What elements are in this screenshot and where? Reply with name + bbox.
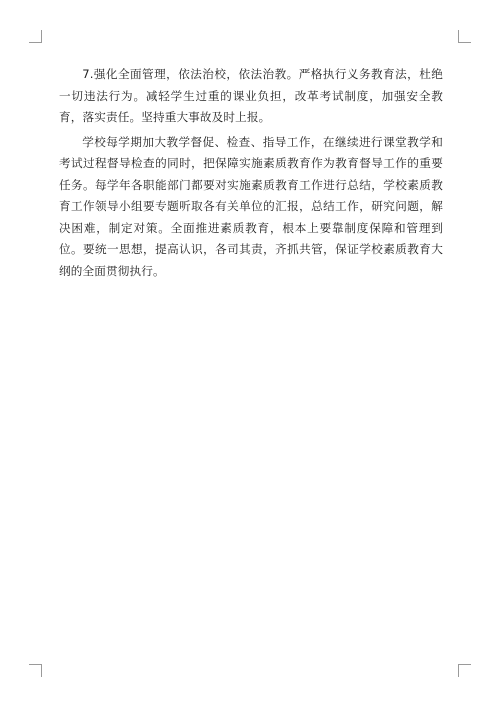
crop-mark-top-left — [29, 30, 42, 43]
document-body — [59, 64, 443, 285]
crop-mark-bottom-left — [29, 664, 42, 677]
crop-mark-bottom-right — [458, 664, 471, 677]
paragraph-1: 7.强化全面管理，依法治校，依法治教。严格执行义务教育法，杜绝一切违法行为。减轻学生过重的课业负担，改革考试制度，加强安全教育，落实责任。坚持重大事故及时上报。 — [59, 67, 443, 124]
paragraph-2: 学校每学期加大教学督促、检查、指导工作，在继续进行课堂教学和考试过程督导检查的同时，把保障实施素质教育作为教育督导工作的重要任务。每学年各职能部门都要对实施素质教育工作进行总结，学校素质教育工作领导小组要专题听取各有关单位的汇报，总结工作，研究问题，解决困难，制定对策。全面推进素质教育，根本上要靠制度保障和管理到位。要统一思想，提高认识，各司其责，齐抓共管，保证学校素质教育大纲的全面贯彻执行。 — [59, 134, 443, 278]
crop-mark-top-right — [458, 30, 471, 43]
